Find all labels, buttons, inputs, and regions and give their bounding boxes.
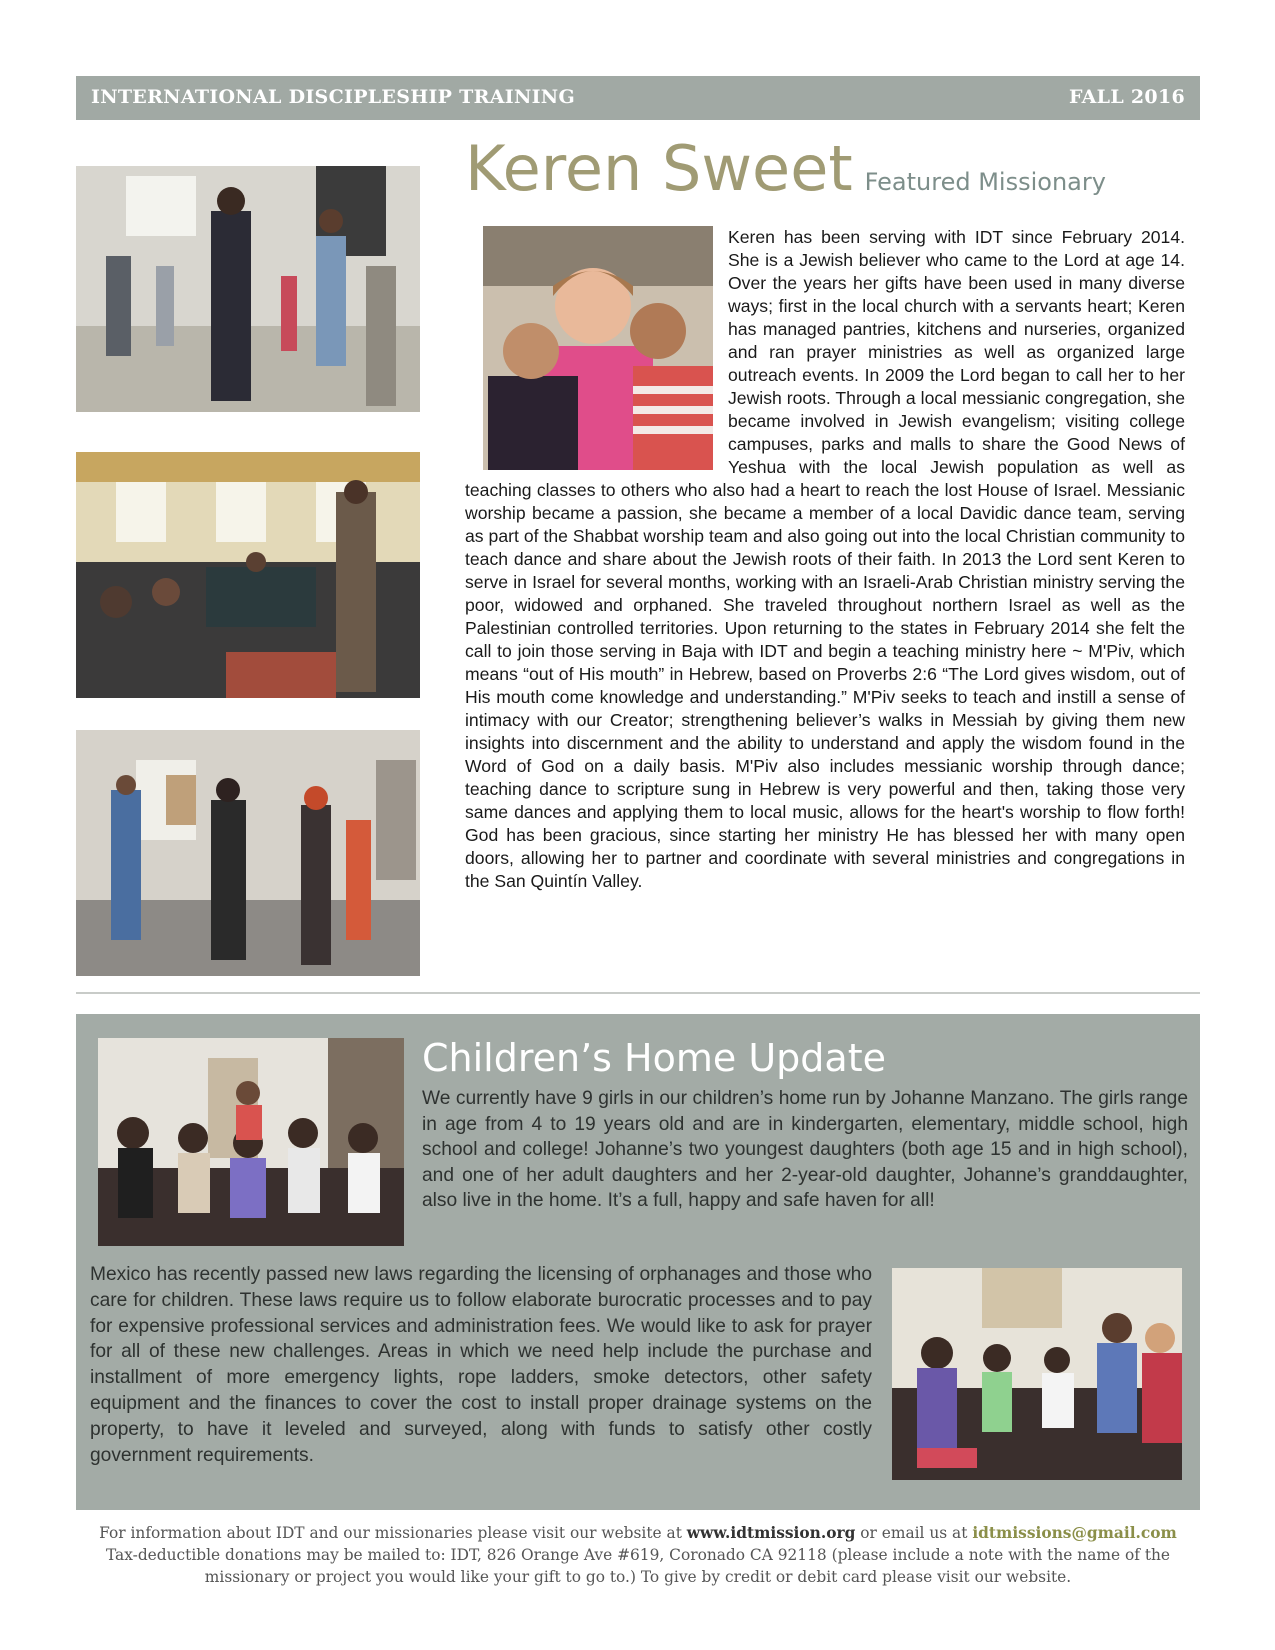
photo-keren-with-family [483, 226, 713, 470]
photo-congregation-room [76, 452, 420, 698]
newsletter-header-bar [76, 76, 1200, 120]
photo-girls-on-couch [98, 1038, 404, 1246]
childrens-home-paragraph-1: We currently have 9 girls in our children’s home run by Johanne Manzano. The girls range in age from 4 to 19 years old and are in kindergarten, elementary, middle school, high school and college! Johanne’s two youngest daughters (both age 15 and in high school), and one of her adult daughters and her 2-year-old daughter, Johanne’s granddaughter, also live in the home. It’s a full, happy and safe haven for all! [422, 1088, 1188, 1211]
section-divider [76, 992, 1200, 994]
feature-subtitle: Featured Missionary [864, 168, 1106, 196]
photo-women-dancing [76, 730, 420, 976]
footer-intro-text: For information about IDT and our missionaries please visit our website at [99, 1524, 687, 1542]
feature-article [465, 226, 1185, 893]
footer-donation-text: Tax-deductible donations may be mailed to: IDT, 826 Orange Ave #619, Coronado CA 92118 (please include a note with the name of the missionary or project you would like your gift to go to.) To give by credit or debit card please visit our website. [105, 1546, 1171, 1586]
feature-headline [465, 132, 1106, 205]
email-link[interactable]: idtmissions@gmail.com [972, 1524, 1177, 1542]
newsletter-footer [76, 1522, 1200, 1588]
website-link[interactable]: www.idtmission.org [686, 1524, 856, 1542]
footer-contact-line [76, 1522, 1200, 1544]
photo-girls-group [892, 1268, 1182, 1480]
childrens-home-title: Children’s Home Update [422, 1036, 886, 1080]
childrens-home-paragraph-2: Mexico has recently passed new laws regarding the licensing of orphanages and those who care for children. These laws require us to follow elaborate burocratic processes and to pay for expensive professional services and administration fees. We would like to ask for prayer for all of these new challenges. Areas in which we need help include the purchase and installment of more emergency lights, rope ladders, smoke detectors, other safety equipment and the finances to cover the cost to install proper drainage systems on the property, to have it leveled and surveyed, along with funds to satisfy other costly government requirements. [90, 1264, 872, 1466]
footer-mid-text: or email us at [855, 1524, 973, 1542]
feature-body-text: Keren has been serving with IDT since February 2014. She is a Jewish believer who came to the Lord at age 14. Over the years her gifts have been used in many diverse ways; first in the local church with a servants heart; Keren has managed pantries, kitchens and nurseries, organized and ran prayer ministries as well as organized large outreach events. In 2009 the Lord began to call her to her Jewish roots. Through a local messianic congregation, she became involved in Jewish evangelism; visiting college campuses, parks and malls to share the Good News of Yeshua with the local Jewish population as well as teaching classes to others who also had a heart to reach the lost House of Israel. Messianic worship became a passion, she became a member of a local Davidic dance team, serving as part of the Shabbat worship team and also going out into the local Christian community to teach dance and share about the Jewish roots of their faith. In 2013 the Lord sent Keren to serve in Israel for several months, working with an Israeli-Arab Christian ministry serving the poor, widowed and orphaned. She traveled throughout northern Israel as well as the Palestinian controlled territories. Upon returning to the states in February 2014 she felt the call to join those serving in Baja with IDT and begin a teaching ministry here ~ M'Piv, which means “out of His mouth” in Hebrew, based on Proverbs 2:6 “The Lord gives wisdom, out of His mouth come knowledge and understanding.” M'Piv seeks to teach and instill a sense of intimacy with our Creator; strengthening believer’s walks in Messiah by giving them new insights into discernment and the ability to understand and apply the wisdom found in the Word of God on a daily basis. M'Piv also includes messianic worship through dance; teaching dance to scripture sung in Hebrew is very powerful and then, taking those very same dances and applying them to local music, allows for the heart's worship to flow forth! God has been gracious, since starting her ministry He has blessed her with many open doors, allowing her to partner and coordinate with several ministries and congregations in the San Quintín Valley. [465, 227, 1185, 891]
organization-name: INTERNATIONAL DISCIPLESHIP TRAINING [91, 86, 575, 108]
photo-dance-class-children [76, 166, 420, 412]
issue-label: FALL 2016 [1068, 86, 1185, 108]
missionary-name: Keren Sweet [465, 132, 853, 205]
